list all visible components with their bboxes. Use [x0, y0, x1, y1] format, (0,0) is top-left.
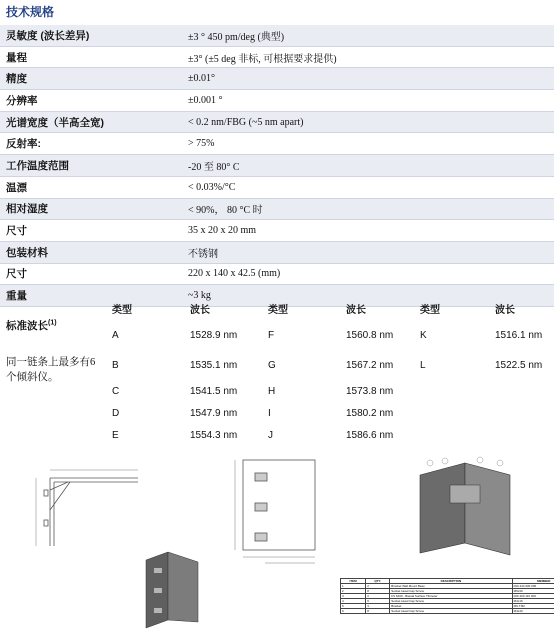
bom-cell: 5 — [341, 604, 366, 609]
spec-label: 光谱宽度（半高全宽) — [6, 116, 104, 129]
wavelength-value: 1535.1 nm — [190, 360, 238, 371]
spec-label: 工作温度范围 — [6, 159, 69, 172]
spec-row — [0, 242, 554, 264]
bom-cell: FS 6400 - Biaxial Surface Tiltmeter — [390, 594, 512, 599]
wavelength-type: G — [268, 360, 276, 371]
bom-cell: Socket Head Cap Screw — [390, 599, 512, 604]
wavelength-type: I — [268, 408, 271, 419]
bom-header: DESCRIPTION — [390, 579, 512, 584]
bom-cell: 2 — [366, 594, 390, 599]
type-header-3: 类型 — [420, 305, 440, 316]
spec-row — [0, 112, 554, 134]
bom-cell: 8 — [366, 589, 390, 594]
spec-row — [0, 68, 554, 90]
bom-cell: M6-T.B2 — [512, 604, 554, 609]
spec-value: ±0.001 ° — [188, 94, 223, 106]
bom-cell: 2 — [366, 584, 390, 589]
wavelength-type: L — [420, 360, 426, 371]
bom-cell: 6 — [366, 599, 390, 604]
wavelength-type: B — [112, 360, 119, 371]
bom-cell: 6 — [341, 609, 366, 614]
wavelength-value: 1547.9 nm — [190, 408, 238, 419]
wavelength-value: 1586.6 nm — [346, 430, 394, 441]
spec-label: 尺寸 — [6, 268, 27, 281]
bill-of-materials — [340, 578, 554, 614]
spec-value: > 75% — [188, 138, 215, 150]
spec-label: 相对湿度 — [6, 203, 48, 216]
wavelength-value: 1516.1 nm — [495, 330, 543, 341]
wavelength-value: 1522.5 nm — [495, 360, 543, 371]
spec-label: 分辨率 — [6, 94, 38, 107]
wavelength-header-1: 波长 — [190, 305, 210, 316]
bom-cell: M6x30 — [512, 589, 554, 594]
wavelength-type: F — [268, 330, 275, 341]
spec-value: 35 x 20 x 20 mm — [188, 225, 257, 237]
bom-cell: Socket Head Cap Screw — [390, 609, 512, 614]
wavelength-type: D — [112, 408, 120, 419]
spec-value: -20 至 80° C — [188, 161, 240, 173]
bom-cell: 090 444 000 006 — [512, 584, 554, 589]
bom-cell: Socket Head Cap Screw — [390, 589, 512, 594]
bom-cell: M4x16 — [512, 599, 554, 604]
section-title: 技术规格 — [6, 5, 55, 19]
spec-table — [0, 25, 554, 307]
wavelength-label: 标准波长$^{(1)}$ — [6, 319, 57, 332]
spec-value: ~3 kg — [188, 290, 211, 302]
spec-value: ±3 ° 450 pm/deg (典型) — [188, 31, 285, 43]
wavelength-note: 同一链条上最多有6 个倾斜仪。 — [6, 357, 96, 383]
wavelength-value: 1580.2 nm — [346, 408, 394, 419]
bom-cell: 1 — [341, 584, 366, 589]
wavelength-type: H — [268, 386, 276, 397]
spec-label: 温漂 — [6, 181, 27, 194]
spec-row — [0, 155, 554, 177]
bom-row — [341, 609, 554, 614]
spec-label: 包装材料 — [6, 246, 48, 259]
spec-value: < 90%， 80 °C 时 — [188, 205, 263, 217]
bom-cell: 2 — [341, 589, 366, 594]
wavelength-type: K — [420, 330, 427, 341]
spec-value: ±0.01° — [188, 73, 215, 85]
bom-cell: Bracket Wall Mount Base — [390, 584, 512, 589]
type-header-2: 类型 — [268, 305, 288, 316]
spec-label: 反射率: — [6, 138, 41, 151]
spec-value: 220 x 140 x 42.5 (mm) — [188, 268, 281, 280]
bom-cell: 4 — [341, 599, 366, 604]
bom-header: MEMBER — [512, 579, 554, 584]
wavelength-header-2: 波长 — [346, 305, 366, 316]
spec-row — [0, 220, 554, 242]
wavelength-value: 1541.5 nm — [190, 386, 238, 397]
spec-value: < 0.2 nm/FBG (~5 nm apart) — [188, 116, 304, 128]
wavelength-value: 1567.2 nm — [346, 360, 394, 371]
spec-label: 重量 — [6, 290, 27, 303]
wavelength-value: 1554.3 nm — [190, 430, 238, 441]
bom-cell: M4x40 — [512, 609, 554, 614]
front-view-drawing — [225, 455, 325, 570]
spec-row — [0, 199, 554, 221]
spec-row — [0, 133, 554, 155]
spec-row — [0, 47, 554, 69]
spec-value: ±3° (±5 deg 非标, 可根据要求提供) — [188, 53, 337, 65]
bom-cell: 3 — [366, 604, 390, 609]
bom-cell: 006 400 110 000 — [512, 594, 554, 599]
bom-cell: Bracket — [390, 604, 512, 609]
wavelength-value: 1560.8 nm — [346, 330, 394, 341]
side-view-drawing — [28, 460, 178, 560]
wavelength-value: 1573.8 nm — [346, 386, 394, 397]
wavelength-type: E — [112, 430, 119, 441]
spec-row — [0, 177, 554, 199]
type-header-1: 类型 — [112, 305, 132, 316]
assembly-drawing — [410, 455, 525, 560]
spec-value: 不锈钢 — [188, 248, 218, 260]
wavelength-type: C — [112, 386, 120, 397]
wavelength-type: A — [112, 330, 119, 341]
bom-header: QTY. — [366, 579, 390, 584]
spec-label: 精度 — [6, 73, 27, 86]
spec-row — [0, 25, 554, 47]
bracket-3d-drawing — [138, 550, 208, 630]
bom-cell: 8 — [366, 609, 390, 614]
bom-cell: 3 — [341, 594, 366, 599]
spec-label: 灵敏度 (波长差异) — [6, 29, 90, 42]
wavelength-value: 1528.9 nm — [190, 330, 238, 341]
spec-row — [0, 264, 554, 286]
wavelength-header-3: 波长 — [495, 305, 515, 316]
spec-label: 尺寸 — [6, 225, 27, 238]
wavelength-type: J — [268, 430, 273, 441]
spec-row — [0, 90, 554, 112]
bom-header: ITEM — [341, 579, 366, 584]
spec-label: 量程 — [6, 51, 27, 64]
spec-value: < 0.03%/°C — [188, 181, 236, 193]
